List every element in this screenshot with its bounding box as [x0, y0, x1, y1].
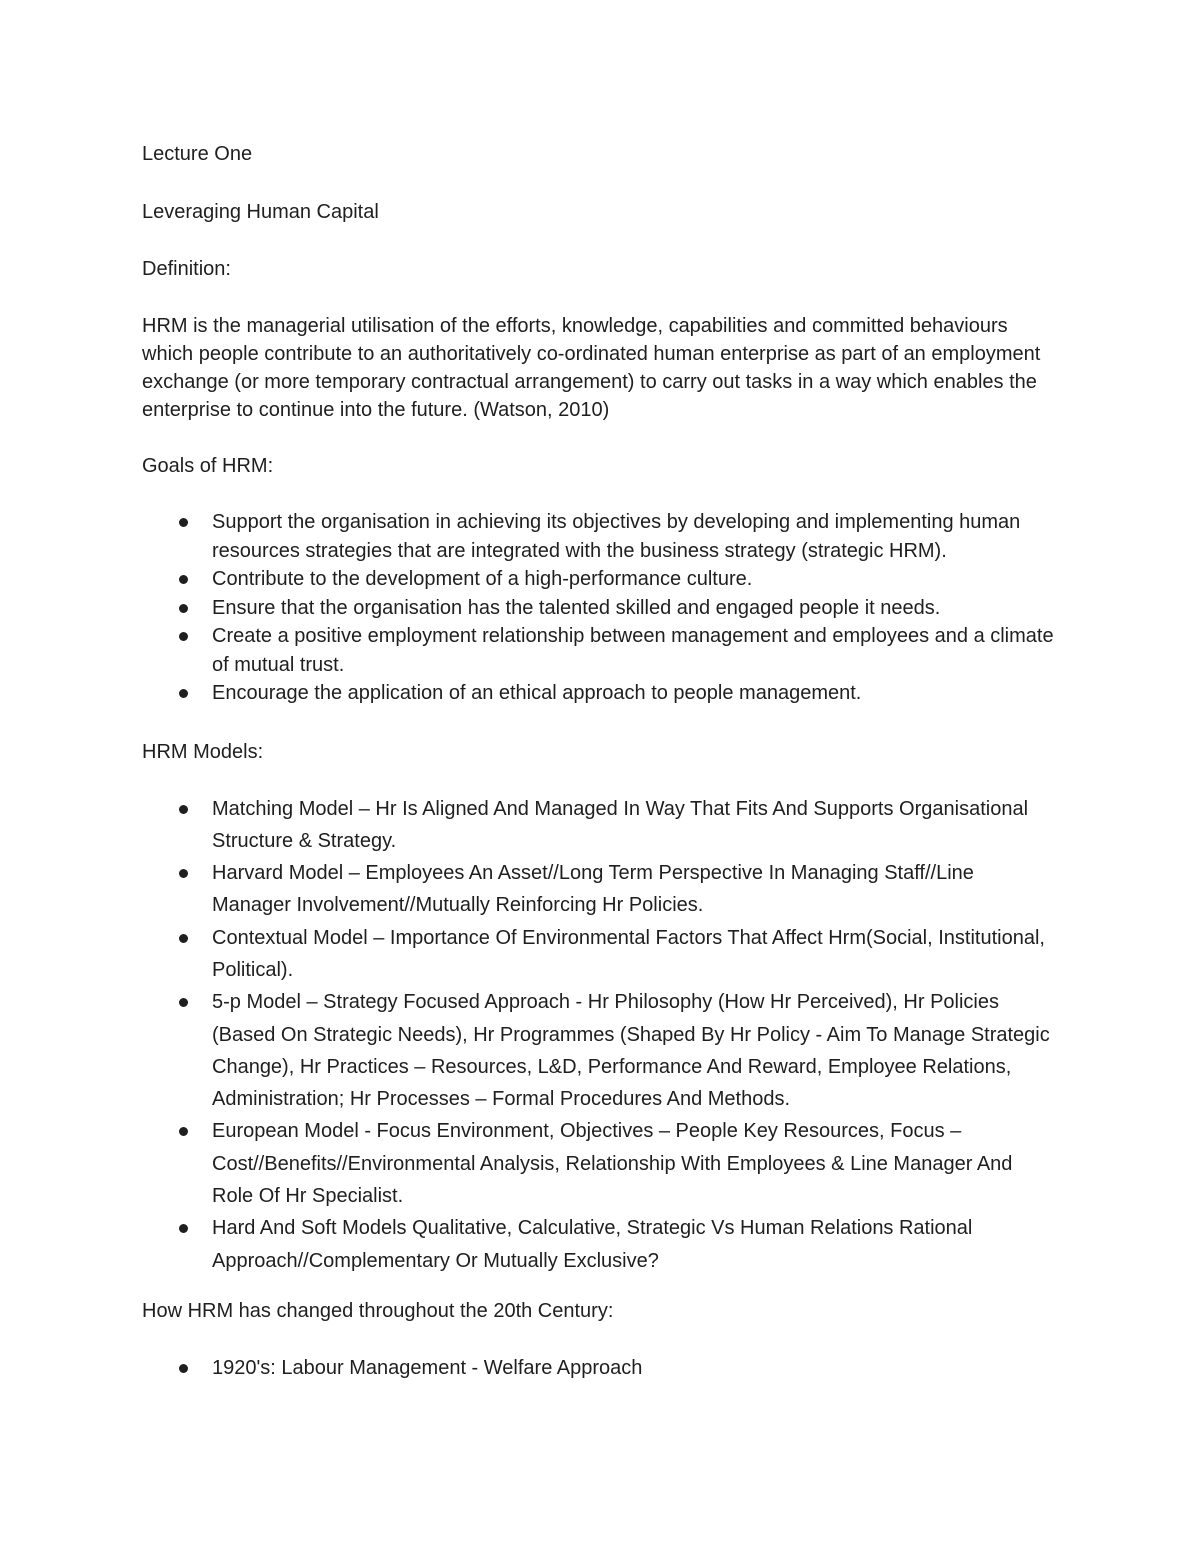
- list-item-text: 5-p Model – Strategy Focused Approach - Hr Philosophy (How Hr Perceived), Hr Policies (Based On Strategic Needs), Hr Programmes (Shaped By Hr Policy - Aim To Manage Strategic Change), Hr Practices – Resources, L&D, Performance And Reward, Employee Relations, Administration; Hr Processes – Formal Procedures And Methods.: [212, 991, 1050, 1111]
- definition-label: Definition:: [142, 258, 231, 280]
- list-item-text: Matching Model – Hr Is Aligned And Managed In Way That Fits And Supports Organisational Structure & Strategy.: [212, 797, 1029, 852]
- list-item: [142, 565, 1057, 594]
- bullet-icon: [179, 1127, 188, 1136]
- bullet-icon: [179, 934, 188, 943]
- list-item-text: Encourage the application of an ethical approach to people management.: [212, 682, 862, 704]
- list-item: [142, 1354, 1057, 1382]
- list-item-text: Contextual Model – Importance Of Environmental Factors That Affect Hrm(Social, Institutional, Political).: [212, 926, 1045, 981]
- lecture-title: Lecture One: [142, 143, 253, 165]
- goals-heading: Goals of HRM:: [142, 455, 274, 477]
- list-item-text: Contribute to the development of a high-performance culture.: [212, 568, 753, 590]
- change-list: [142, 1354, 1057, 1382]
- list-item: [142, 594, 1057, 623]
- list-item: [142, 793, 1057, 858]
- list-item: [142, 622, 1057, 679]
- list-item: [142, 986, 1057, 1115]
- list-item-text: European Model - Focus Environment, Objectives – People Key Resources, Focus – Cost//Benefits//Environmental Analysis, Relationship With Employees & Line Manager And Role Of Hr Specialist.: [212, 1120, 1013, 1208]
- list-item-text: Support the organisation in achieving its objectives by developing and implementing human resources strategies that are integrated with the business strategy (strategic HRM).: [212, 511, 1021, 562]
- list-item: [142, 922, 1057, 987]
- list-item-text: Harvard Model – Employees An Asset//Long Term Perspective In Managing Staff//Line Manager Involvement//Mutually Reinforcing Hr Policies.: [212, 862, 974, 917]
- list-item-text: Create a positive employment relationship between management and employees and a climate of mutual trust.: [212, 625, 1054, 676]
- bullet-icon: [179, 1224, 188, 1233]
- list-item: [142, 679, 1057, 708]
- list-item: [142, 508, 1057, 565]
- list-item: [142, 1115, 1057, 1212]
- definition-text: HRM is the managerial utilisation of the efforts, knowledge, capabilities and committed behaviours which people contribute to an authoritatively co-ordinated human enterprise as part of an employment exchange (or more temporary contractual arrangement) to carry out tasks in a way which enables the enterprise to continue into the future. (Watson, 2010): [142, 315, 1041, 421]
- bullet-icon: [179, 604, 188, 613]
- bullet-icon: [179, 689, 188, 698]
- bullet-icon: [179, 998, 188, 1007]
- document-page: [142, 140, 1057, 1382]
- goals-list: [142, 508, 1057, 708]
- bullet-icon: [179, 1364, 188, 1373]
- bullet-icon: [179, 575, 188, 584]
- bullet-icon: [179, 869, 188, 878]
- list-item-text: 1920's: Labour Management - Welfare Approach: [212, 1356, 643, 1379]
- models-list: [142, 793, 1057, 1277]
- document-title: Leveraging Human Capital: [142, 201, 379, 223]
- bullet-icon: [179, 805, 188, 814]
- list-item-text: Ensure that the organisation has the talented skilled and engaged people it needs.: [212, 596, 941, 619]
- change-heading: How HRM has changed throughout the 20th Century:: [142, 1299, 614, 1322]
- bullet-icon: [179, 518, 188, 527]
- list-item: [142, 1212, 1057, 1277]
- models-heading: HRM Models:: [142, 740, 264, 763]
- list-item: [142, 857, 1057, 922]
- list-item-text: Hard And Soft Models Qualitative, Calculative, Strategic Vs Human Relations Rational Approach//Complementary Or Mutually Exclusive?: [212, 1217, 973, 1272]
- bullet-icon: [179, 632, 188, 641]
